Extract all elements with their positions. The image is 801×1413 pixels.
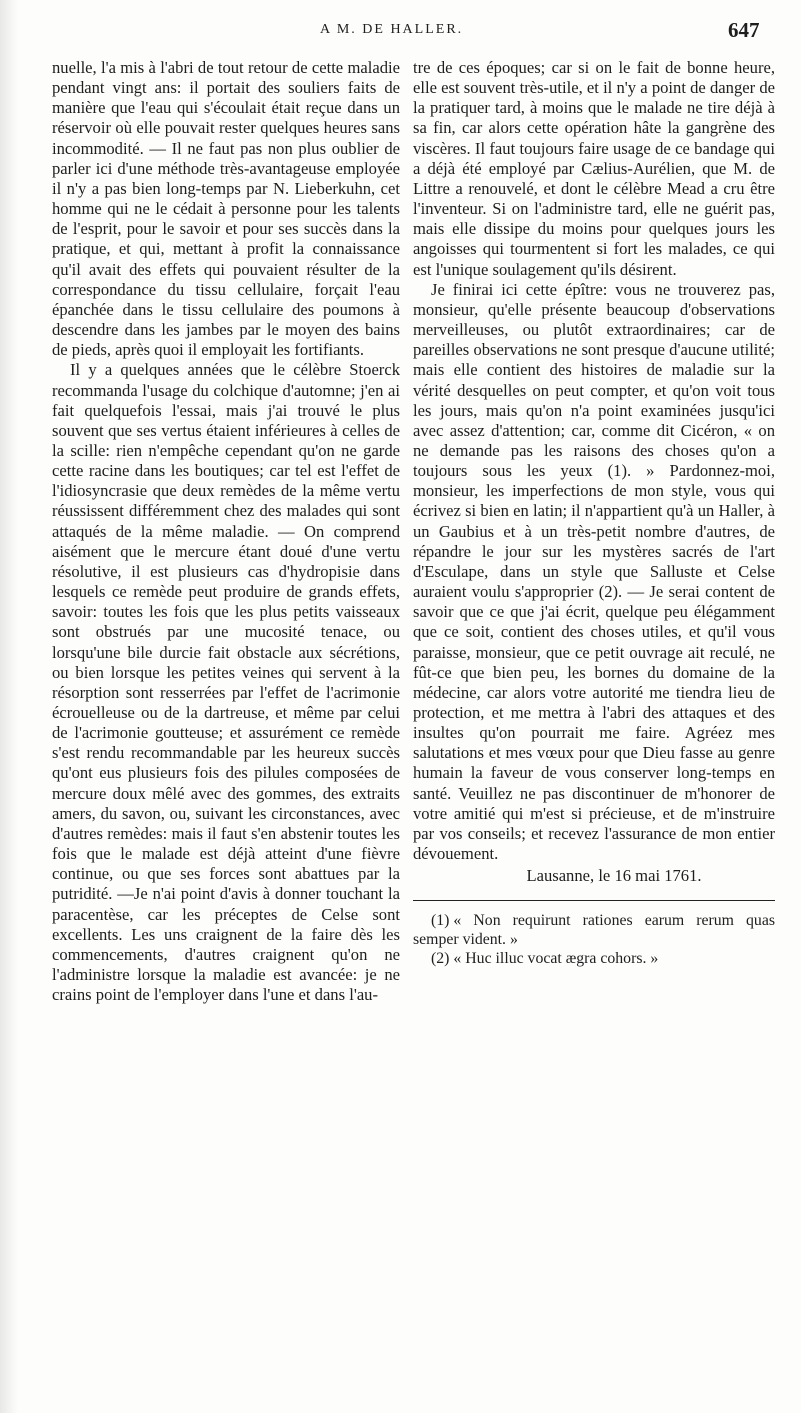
footnote-1-mark: (1)	[431, 912, 450, 930]
binding-shadow	[0, 0, 18, 1413]
left-column	[52, 58, 400, 1005]
running-title: A M. DE HALLER.	[320, 22, 464, 37]
right-paragraph-2: Je finirai ici cette épître: vous ne trouverez pas, monsieur, qu'elle présente beaucoup d'observations merveilleuses, ou plutôt extraordinaires; car de pareilles observations ne sont presque d'aucune utilité; mais elle contient des histoires de maladie sur la vérité desquelles on peut compter, et qu'on voit tous les jours, mais qu'on n'a point examinées jusqu'ici avec assez d'attention; car, comme dit Cicéron, « on ne demande pas les raisons des choses qu'on a toujours sous les yeux (1). » Pardonnez-moi, monsieur, les imperfections de mon style, vous qui écrivez si bien en latin; il n'appartient qu'à un Haller, à un Gaubius et à un très-petit nombre d'autres, de répandre le jour sur les mystères sacrés de l'art d'Esculape, dans un style que Salluste et Celse auraient voulu s'approprier (2). — Je serai content de savoir que ce que j'ai écrit, quelque peu élégamment que ce soit, contient des choses utiles, et qu'il vous paraisse, monsieur, que ce petit ouvrage ait reculé, ne fût-ce que bien peu, les bornes du domaine de la médecine, car alors votre autorité me tiendra lieu de protection, et me mettra à l'abri des attaques et des insultes qu'on pourrait me faire. Agréez mes salutations et mes vœux pour que Dieu fasse au genre humain la faveur de vous conserver long-temps en santé. Veuillez ne pas discontinuer de m'honorer de votre amitié qui m'est si précieuse, et de m'instruire par vos conseils; et recevez l'assurance de mon entier dévouement.	[413, 279, 775, 864]
left-paragraph-1: nuelle, l'a mis à l'abri de tout retour de cette maladie pendant vingt ans: il portait des souliers faits de manière que l'eau qui s'écoulait était reçue dans un réservoir où elle pouvait rester quelques heures sans incommodité. — Il ne faut pas non plus oublier de parler ici d'une méthode très-avantageuse employée il n'y a pas bien long-temps par N. Lieberkuhn, cet homme qui ne le cédait à personne pour les talents de l'esprit, pour le savoir et pour ses succès dans la pratique, et qui, mettant à profit la connaissance qu'il avait des effets qui pouvaient résulter de la correspondance du tissu cellulaire, forçait l'eau épanchée dans le tissu cellulaire des poumons à descendre dans les jambes par le moyen des bains de pieds, après quoi il employait les fortifiants.	[52, 58, 400, 360]
running-head	[0, 16, 801, 46]
signature-line: Lausanne, le 16 mai 1761.	[526, 866, 702, 886]
footnote-2	[413, 949, 775, 968]
left-paragraph-2: Il y a quelques années que le célèbre Stoerck recommanda l'usage du colchique d'automne; j'en ai fait quelquefois l'essai, mais j'ai trouvé le plus souvent que ses vertus étaient inférieures à celles de la scille: rien n'empêche cependant qu'on ne garde cette racine dans les boutiques; car tel est l'effet de l'idiosyncrasie que deux remèdes de la même vertu réussissent différemment chez des malades qui sont attaqués de la même maladie. — On comprend aisément que le mercure étant doué d'une vertu résolutive, il est plusieurs cas d'hydropisie dans lesquels ce remède peut produire de grands effets, savoir: toutes les fois que les plus petits vaisseaux sont obstrués par une mucosité tenace, ou lorsqu'une bile durcie fait obstacle aux sécrétions, ou bien lorsque les petites veines qui servent à la résorption sont resserrées par l'effet de l'acrimonie écrouelleuse ou de la dartreuse, et même par celui de l'acrimonie goutteuse; et assurément ce remède s'est rendu recommandable par les heureux succès qu'ont eus plusieurs fois des pilules composées de mercure doux mêlé avec des gommes, des extraits amers, du savon, ou, suivant les circonstances, avec d'autres remèdes: mais il faut s'en abstenir toutes les fois que le malade est déjà atteint d'une fièvre continue, ou que ses forces sont abattues par la putridité. —Je n'ai point d'avis à donner touchant la paracentèse, car les préceptes de Celse sont excellents. Les uns craignent de la faire dès les commencements, d'autres craignent qu'on ne l'administre lorsque la maladie est avancée: je ne crains point de l'employer dans l'une et dans l'au-	[52, 360, 400, 1005]
right-column	[413, 58, 775, 968]
page-number: 647	[728, 18, 760, 42]
right-paragraph-1: tre de ces époques; car si on le fait de bonne heure, elle est souvent très-utile, et il n'y a point de danger de la pratiquer tard, à moins que le malade ne tire déjà à sa fin, car alors cette opération hâte la gangrène des viscères. Il faut toujours faire usage de ce bandage qui a déjà été employé par Cælius-Aurélien, que M. de Littre a renouvelé, et dont le célèbre Mead a cru être l'inventeur. Si on l'administre tard, elle ne guérit pas, mais elle dissipe du moins pour quelques jours les angoisses qui tourmentent si fort les malades, ce qui est l'unique soulagement qu'ils désirent.	[413, 58, 775, 279]
footnote-1-text: « Non requirunt rationes earum rerum quas semper vident. »	[413, 912, 775, 949]
footnote-2-mark: (2)	[431, 950, 450, 968]
footnote-1	[413, 911, 775, 949]
footnote-divider	[413, 900, 775, 901]
footnote-2-text: « Huc illuc vocat ægra cohors. »	[453, 950, 659, 968]
